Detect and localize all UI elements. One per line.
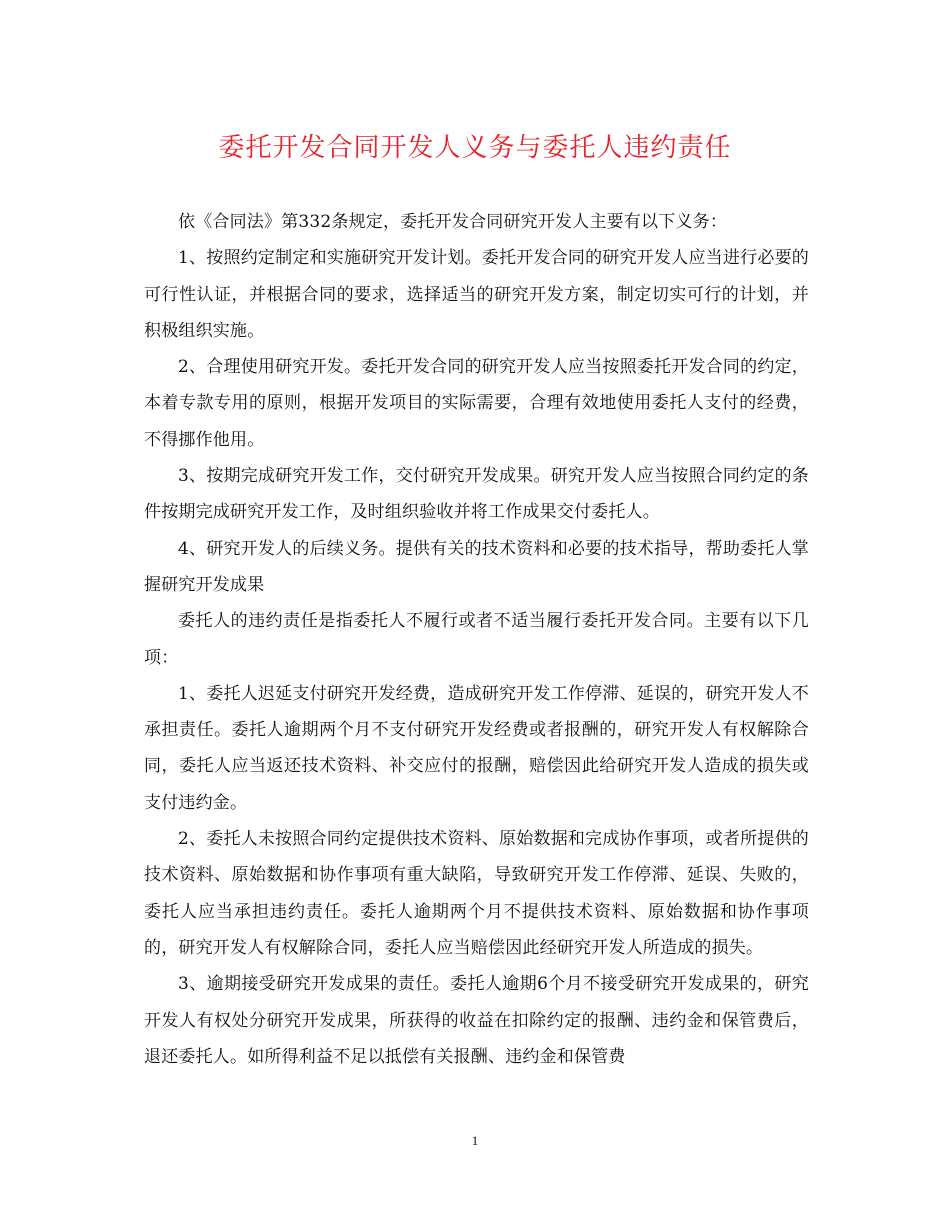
paragraph-liability-1: 1、委托人迟延支付研究开发经费，造成研究开发工作停滞、延误的，研究开发人不承担责任。委托人逾期两个月不支付研究开发经费或者报酬的，研究开发人有权解除合同，委托人应当返还技术资料、补交应付的报酬，赔偿因此给研究开发人造成的损失或支付违约金。 (144, 683, 809, 813)
document-title: 委托开发合同开发人义务与委托人违约责任 (218, 133, 732, 163)
paragraph-intro: 依《合同法》第332条规定，委托开发合同研究开发人主要有以下义务： (178, 212, 728, 232)
paragraph-liability-3: 3、逾期接受研究开发成果的责任。委托人逾期6个月不接受研究开发成果的，研究开发人有权处分研究开发成果，所获得的收益在扣除约定的报酬、违约金和保管费后，退还委托人。如所得利益不足以抵偿有关报酬、违约金和保管费 (144, 974, 809, 1067)
paragraph-obligation-1: 1、按照约定制定和实施研究开发计划。委托开发合同的研究开发人应当进行必要的可行性认证，并根据合同的要求，选择适当的研究开发方案，制定切实可行的计划，并积极组织实施。 (144, 248, 809, 341)
paragraph-obligation-3: 3、按期完成研究开发工作，交付研究开发成果。研究开发人应当按照合同约定的条件按期完成研究开发工作，及时组织验收并将工作成果交付委托人。 (144, 466, 809, 523)
paragraph-liability-2: 2、委托人未按照合同约定提供技术资料、原始数据和完成协作事项，或者所提供的技术资料、原始数据和协作事项有重大缺陷，导致研究开发工作停滞、延误、失败的，委托人应当承担违约责任。委托人逾期两个月不提供技术资料、原始数据和协作事项的，研究开发人有权解除合同，委托人应当赔偿因此经研究开发人所造成的损失。 (144, 829, 809, 958)
paragraph-obligation-2: 2、合理使用研究开发。委托开发合同的研究开发人应当按照委托开发合同的约定，本着专款专用的原则，根据开发项目的实际需要，合理有效地使用委托人支付的经费，不得挪作他用。 (144, 357, 809, 450)
paragraph-liability-intro: 委托人的违约责任是指委托人不履行或者不适当履行委托开发合同。主要有以下几项： (144, 611, 809, 668)
document-body (144, 204, 809, 1075)
page-number: 1 (471, 1133, 479, 1148)
paragraph-obligation-4: 4、研究开发人的后续义务。提供有关的技术资料和必要的技术指导，帮助委托人掌握研究开发成果 (144, 538, 809, 595)
